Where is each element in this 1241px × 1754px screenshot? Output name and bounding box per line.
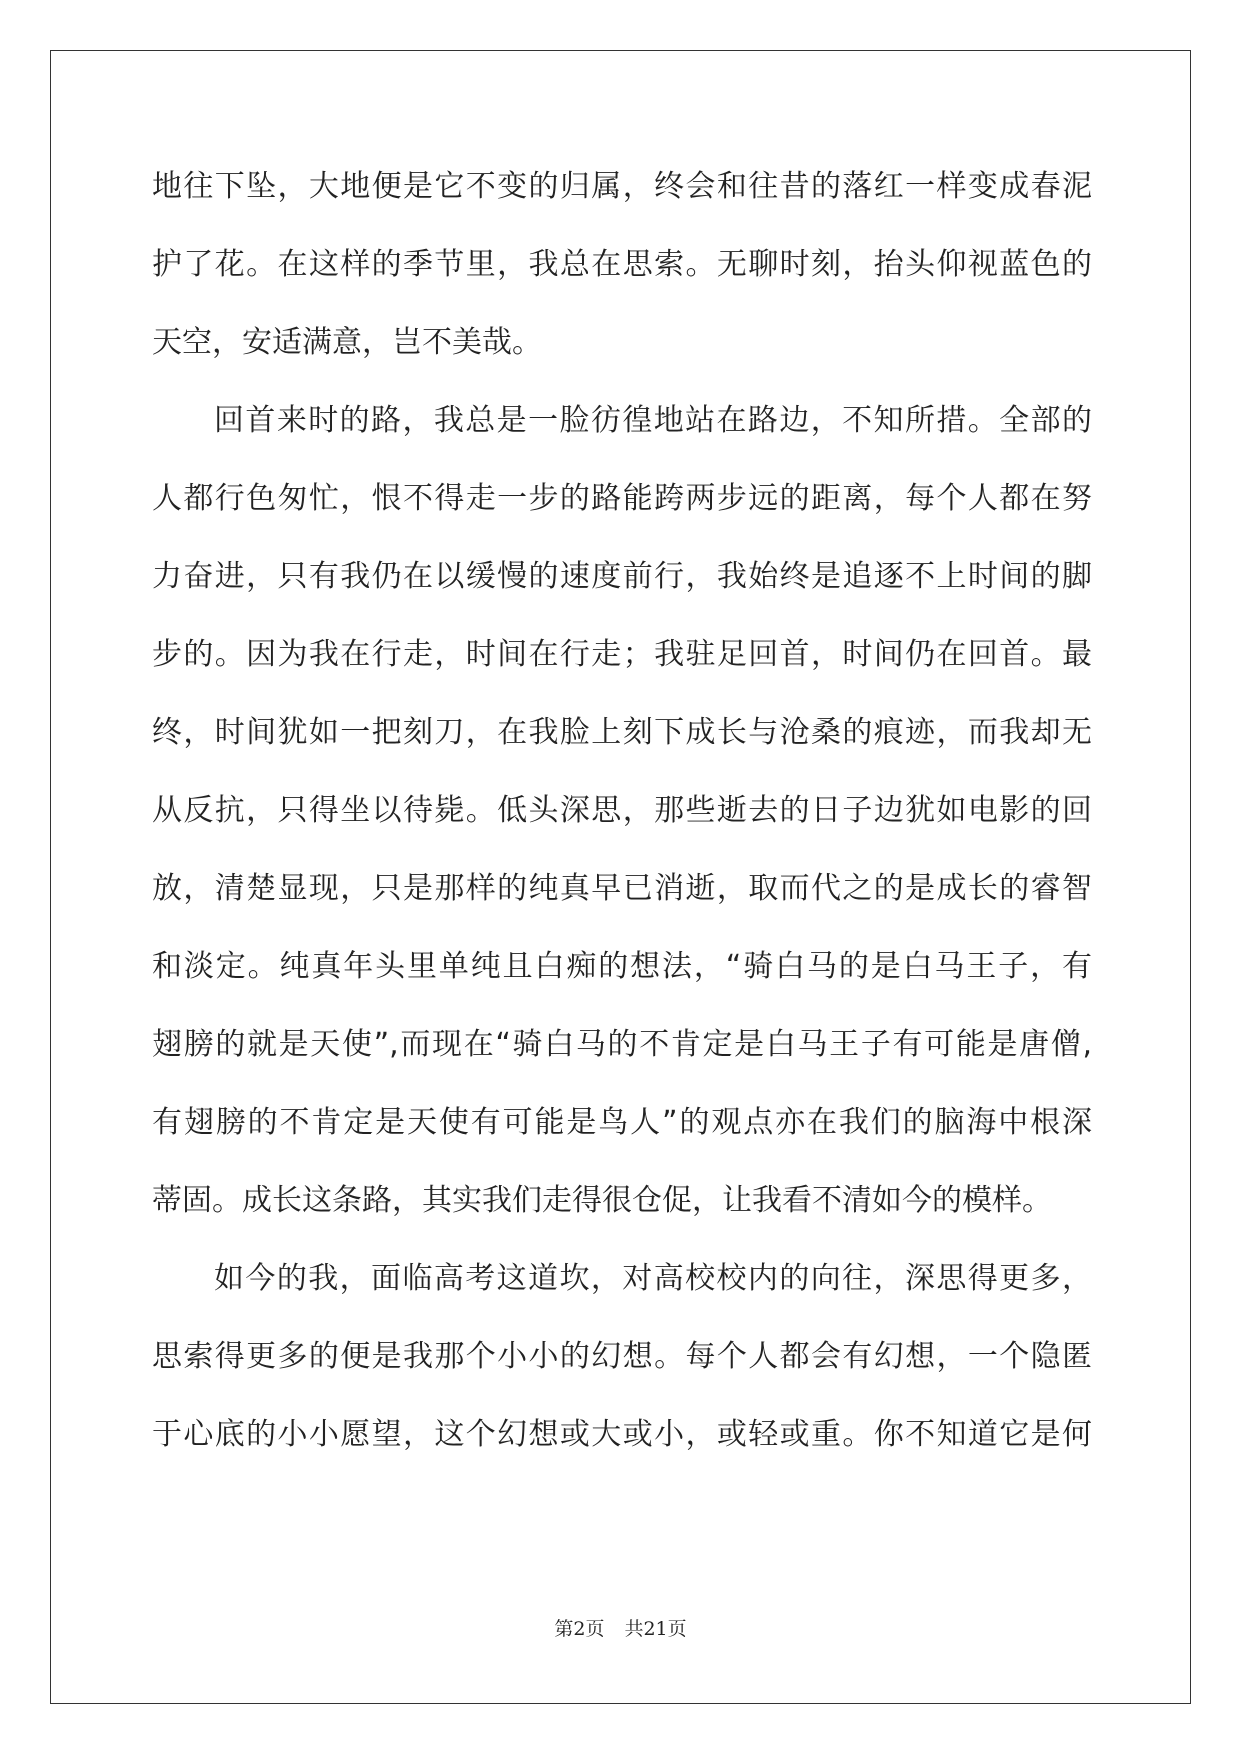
paragraph-line: 回首来时的路，我总是一脸彷徨地站在路边，不知所措。全部的	[214, 403, 1092, 438]
document-body	[152, 160, 1092, 1486]
paragraph-line: 从反抗，只得坐以待毙。低头深思，那些逝去的日子边犹如电影的回	[152, 793, 1092, 828]
paragraph-line: 于心底的小小愿望，这个幻想或大或小，或轻或重。你不知道它是何	[152, 1417, 1092, 1452]
paragraph-line: 人都行色匆忙，恨不得走一步的路能跨两步远的距离，每个人都在努	[152, 481, 1092, 516]
paragraph-line: 有翅膀的不肯定是天使有可能是鸟人”的观点亦在我们的脑海中根深	[152, 1105, 1092, 1140]
paragraph-line: 步的。因为我在行走，时间在行走；我驻足回首，时间仍在回首。最	[152, 637, 1092, 672]
paragraph-line: 翅膀的就是天使”,而现在“骑白马的不肯定是白马王子有可能是唐僧,	[152, 1027, 1092, 1062]
paragraph-line: 和淡定。纯真年头里单纯且白痴的想法，“骑白马的是白马王子，有	[152, 949, 1092, 984]
paragraph-line: 护了花。在这样的季节里，我总在思索。无聊时刻，抬头仰视蓝色的	[152, 247, 1092, 282]
paragraph-line: 蒂固。成长这条路，其实我们走得很仓促，让我看不清如今的模样。	[152, 1183, 1052, 1218]
page-footer	[0, 1614, 1241, 1641]
paragraph-line: 终，时间犹如一把刻刀，在我脸上刻下成长与沧桑的痕迹，而我却无	[152, 715, 1092, 750]
paragraph-line: 如今的我，面临高考这道坎，对高校校内的向往，深思得更多，	[214, 1261, 1092, 1296]
paragraph-line: 天空，安适满意，岂不美哉。	[152, 325, 542, 360]
paragraph-line: 地往下坠，大地便是它不变的归属，终会和往昔的落红一样变成春泥	[152, 169, 1092, 204]
paragraph-line: 思索得更多的便是我那个小小的幻想。每个人都会有幻想，一个隐匿	[152, 1339, 1092, 1374]
paragraph-line: 放，清楚显现，只是那样的纯真早已消逝，取而代之的是成长的睿智	[152, 871, 1092, 906]
paragraph-line: 力奋进，只有我仍在以缓慢的速度前行，我始终是追逐不上时间的脚	[152, 559, 1092, 594]
page-number: 第2页	[554, 1618, 605, 1640]
page-total: 共21页	[624, 1618, 687, 1640]
